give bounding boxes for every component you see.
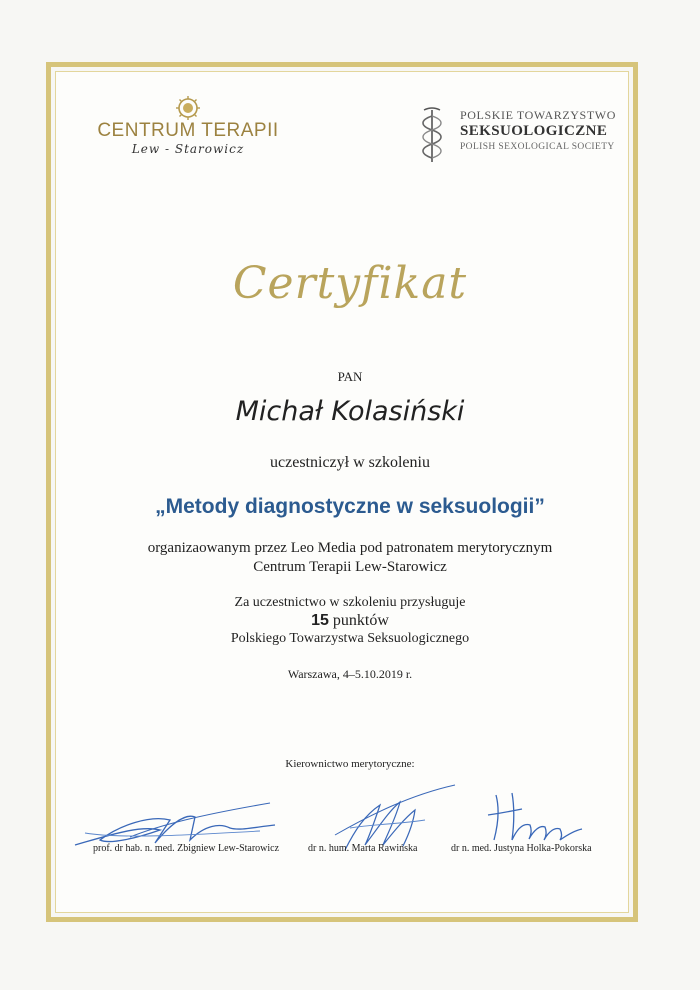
certificate-title: Certyfikat bbox=[232, 258, 468, 309]
place-date: Warszawa, 4–5.10.2019 r. bbox=[287, 667, 413, 681]
course-title: „Metody diagnostyczne w seksuologii” bbox=[155, 495, 545, 518]
signer-2: dr n. hum. Marta Rawińska bbox=[308, 843, 418, 854]
pts-logo-line1: POLSKIE TOWARZYSTWO bbox=[460, 108, 616, 122]
points-unit: punktów bbox=[332, 612, 389, 629]
signer-3: dr n. med. Justyna Holka-Pokorska bbox=[451, 843, 592, 854]
organizer-line-1: organizaowanym przez Leo Media pod patronatem merytorycznym bbox=[147, 540, 553, 556]
participation-text: uczestniczył w szkoleniu bbox=[270, 454, 430, 471]
points-line-2 bbox=[55, 612, 645, 630]
points-line-3: Polskiego Towarzystwa Seksuologicznego bbox=[230, 631, 470, 646]
points-text bbox=[55, 594, 645, 648]
organizer-line-2: Centrum Terapii Lew-Starowicz bbox=[253, 559, 447, 575]
caduceus-icon bbox=[412, 104, 452, 166]
points-line-1: Za uczestnictwo w szkoleniu przysługuje bbox=[234, 595, 466, 610]
centrum-terapii-logo bbox=[88, 96, 288, 166]
logo-sub-text: Lew - Starowicz bbox=[131, 142, 245, 156]
organizer-text bbox=[55, 539, 645, 577]
signature-3 bbox=[482, 785, 587, 845]
logo-brand-text: CENTRUM TERAPII bbox=[97, 120, 279, 141]
points-value: 15 bbox=[311, 612, 329, 629]
leadership-heading: Kierownictwo merytoryczne: bbox=[285, 758, 415, 770]
pts-logo-line3: POLISH SEXOLOGICAL SOCIETY bbox=[460, 142, 615, 152]
honorific: PAN bbox=[337, 369, 363, 384]
pts-logo bbox=[412, 104, 632, 166]
recipient-name: Michał Kolasiński bbox=[235, 396, 465, 427]
pts-logo-line2: SEKSUOLOGICZNE bbox=[460, 123, 608, 139]
lion-emblem-icon bbox=[175, 96, 201, 120]
signer-1: prof. dr hab. n. med. Zbigniew Lew-Starowicz bbox=[93, 843, 280, 854]
